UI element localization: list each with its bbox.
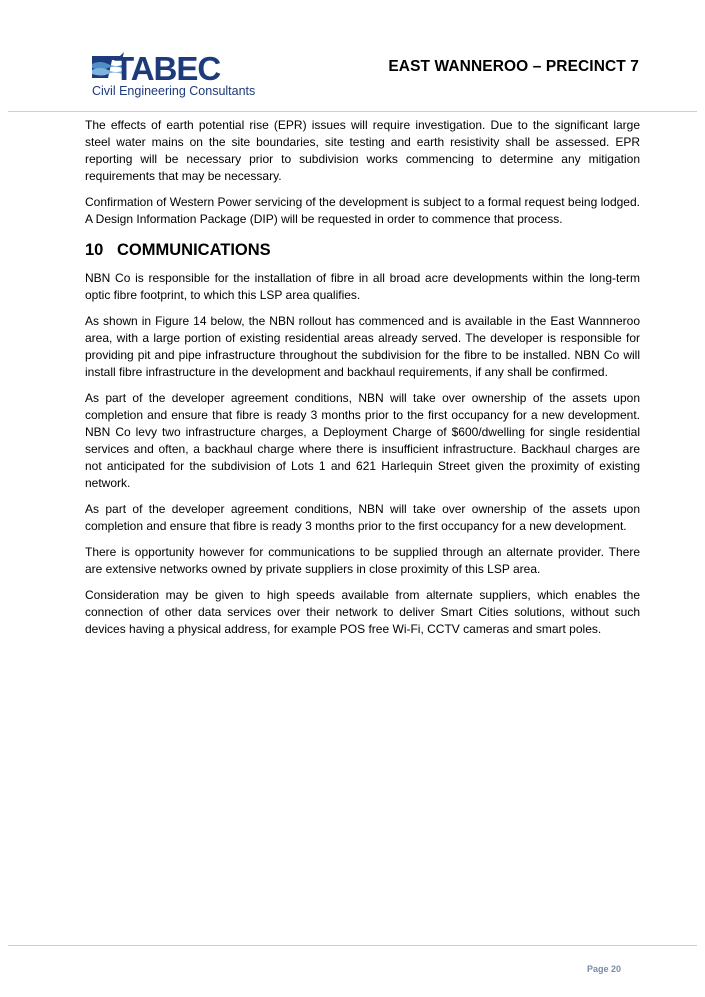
section-number: 10 <box>85 241 104 259</box>
paragraph-alternate-provider: There is opportunity however for communications to be supplied through an alternate provider. There are extensive networks owned by private suppliers in close proximity of this LSP area. <box>85 545 640 576</box>
paragraph-smart-cities: Consideration may be given to high speeds available from alternate suppliers, which enables the connection of other data services over their network to deliver Smart Cities solutions, without such devices having a physical address, for example POS free Wi-Fi, CCTV cameras and smart poles. <box>85 588 640 636</box>
tabec-logo-mark <box>90 50 255 100</box>
logo-wordmark: TABEC <box>114 50 221 87</box>
footer-divider <box>8 945 697 946</box>
paragraph-developer-agreement: As part of the developer agreement conditions, NBN will take over ownership of the assets upon completion and ensure that fibre is ready 3 months prior to the first occupancy for a new development. NBN Co levy two infrastructure charges, a Deployment Charge of $600/dwelling for single residential services and often, a backhaul charge where there is insufficient infrastructure. Backhaul charges are not anticipated for the subdivision of Lots 1 and 621 Harlequin Street given the proximity of existing network. <box>85 391 640 490</box>
page-number: Page 20 <box>586 964 621 974</box>
tabec-logo <box>90 50 255 100</box>
page-content <box>85 117 640 647</box>
paragraph-asset-ownership: As part of the developer agreement conditions, NBN will take over ownership of the assets upon completion and ensure that fibre is ready 3 months prior to the first occupancy for a new development. <box>85 502 640 533</box>
document-title: EAST WANNEROO – PRECINCT 7 <box>388 58 639 75</box>
header-divider <box>8 111 697 112</box>
paragraph-nbn-rollout: As shown in Figure 14 below, the NBN rollout has commenced and is available in the East Wannneroo area, with a large portion of existing residential areas already served. The developer is responsible for providing pit and pipe infrastructure throughout the subdivision for the fibre to be installed. NBN Co will install fibre infrastructure in the development and backhaul requirements, if any shall be confirmed. <box>85 314 640 379</box>
paragraph-nbn-responsibility: NBN Co is responsible for the installation of fibre in all broad acre developments within the long-term optic fibre footprint, to which this LSP area qualifies. <box>85 271 640 302</box>
logo-subtitle: Civil Engineering Consultants <box>92 84 255 98</box>
section-heading <box>85 240 640 260</box>
paragraph-epr: The effects of earth potential rise (EPR) issues will require investigation. Due to the significant large steel water mains on the site boundaries, site testing and earth resistivity shall be assessed. EPR reporting will be necessary prior to subdivision works commencing to determine any mitigation requirements that may be necessary. <box>85 118 640 183</box>
paragraph-western-power: Confirmation of Western Power servicing of the development is subject to a formal request being lodged. A Design Information Package (DIP) will be requested in order to commence that process. <box>85 195 640 226</box>
section-title: COMMUNICATIONS <box>117 241 271 259</box>
